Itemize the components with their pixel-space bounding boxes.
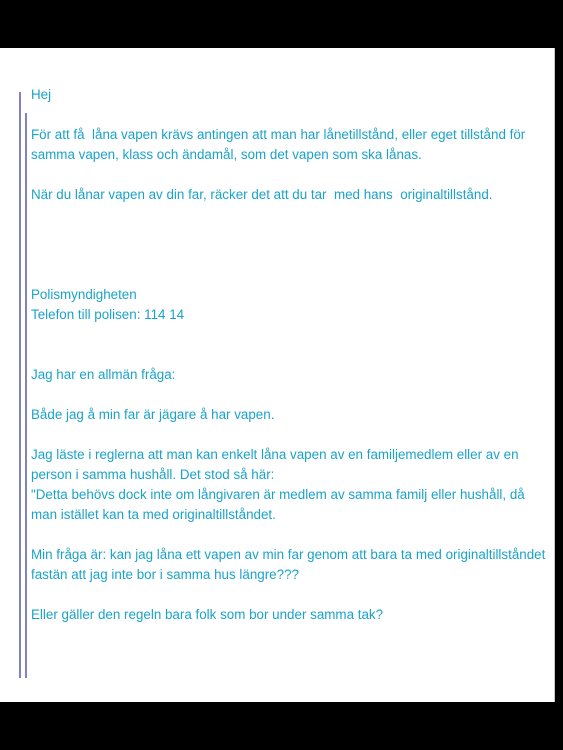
original-paragraph-1: Både jag å min far är jägare å har vapen. xyxy=(31,407,275,422)
original-paragraph-2-line-2: person i samma hushåll. Det stod så här: xyxy=(31,467,275,482)
original-quote-line-2: man istället kan ta med originaltillståndet. xyxy=(31,507,276,522)
quote-bar-outer xyxy=(19,92,21,678)
original-question-2: Eller gäller den regeln bara folk som bor under samma tak? xyxy=(31,607,384,622)
reply-greeting: Hej xyxy=(31,87,52,102)
original-question-line-1: Min fråga är: kan jag låna ett vapen av min far genom att bara ta med originaltillståndet xyxy=(31,547,546,562)
original-question-line-2: fastän att jag inte bor i samma hus längre??? xyxy=(31,567,299,582)
original-paragraph-2-line-1: Jag läste i reglerna att man kan enkelt låna vapen av en familjemedlem eller av en xyxy=(31,447,519,462)
original-quote-line-1: "Detta behövs dock inte om långivaren är medlem av samma familj eller hushåll, då xyxy=(31,487,525,502)
quote-bar-inner xyxy=(25,113,27,678)
reply-paragraph-1-line-2: samma vapen, klass och ändamål, som det vapen som ska lånas. xyxy=(31,147,422,162)
email-body xyxy=(31,85,546,625)
signature-phone: Telefon till polisen: 114 14 xyxy=(31,307,185,322)
reply-paragraph-1-line-1: För att få låna vapen krävs antingen att man har lånetillstånd, eller eget tillstånd för xyxy=(31,127,526,142)
original-intro: Jag har en allmän fråga: xyxy=(31,367,176,382)
reply-paragraph-2: När du lånar vapen av din far, räcker det att du tar med hans originaltillstånd. xyxy=(31,187,493,202)
signature-org: Polismyndigheten xyxy=(31,287,137,302)
